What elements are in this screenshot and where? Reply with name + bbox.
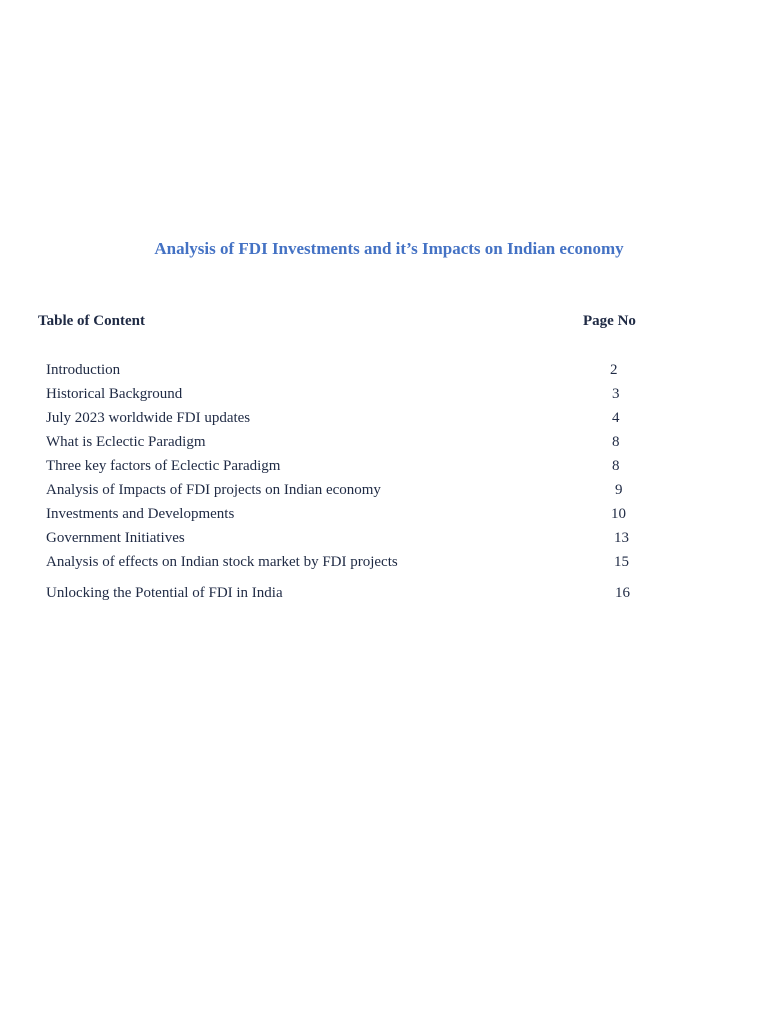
toc-heading: Table of Content bbox=[38, 313, 145, 329]
toc-entry-page: 2 bbox=[610, 362, 618, 378]
toc-entry-label: What is Eclectic Paradigm bbox=[46, 434, 206, 450]
toc-entry-page: 8 bbox=[612, 434, 620, 450]
toc-entry-page: 15 bbox=[614, 554, 629, 570]
toc-entry-label: Analysis of Impacts of FDI projects on Indian economy bbox=[46, 482, 381, 498]
toc-entry-page: 3 bbox=[612, 386, 620, 402]
toc-entry-page: 8 bbox=[612, 458, 620, 474]
toc-entry-stock-market bbox=[0, 554, 768, 574]
toc-entry-unlocking-potential bbox=[0, 585, 768, 605]
toc-entry-label: Government Initiatives bbox=[46, 530, 185, 546]
toc-entry-label: Historical Background bbox=[46, 386, 183, 402]
toc-entry-page: 10 bbox=[611, 506, 626, 522]
toc-entry-impacts-analysis bbox=[0, 482, 768, 502]
toc-entry-page: 16 bbox=[615, 585, 630, 601]
toc-entry-label: July 2023 worldwide FDI updates bbox=[46, 410, 251, 426]
toc-entry-investments bbox=[0, 506, 768, 526]
toc-entry-label: Investments and Developments bbox=[46, 506, 235, 522]
toc-entry-key-factors bbox=[0, 458, 768, 478]
toc-entry-page: 9 bbox=[615, 482, 623, 498]
toc-entry-page: 4 bbox=[612, 410, 620, 426]
toc-entry-fdi-updates bbox=[0, 410, 768, 430]
toc-entry-label: Unlocking the Potential of FDI in India bbox=[46, 585, 283, 601]
toc-entry-government-initiatives bbox=[0, 530, 768, 550]
toc-entry-label: Three key factors of Eclectic Paradigm bbox=[46, 458, 281, 474]
toc-entry-historical-background bbox=[0, 386, 768, 406]
toc-entry-eclectic-paradigm bbox=[0, 434, 768, 454]
toc-entry-page: 13 bbox=[614, 530, 629, 546]
toc-entry-label: Analysis of effects on Indian stock market by FDI projects bbox=[46, 554, 398, 570]
toc-entry-label: Introduction bbox=[46, 362, 121, 378]
document-title: Analysis of FDI Investments and it’s Impacts on Indian economy bbox=[154, 239, 624, 258]
page-number-heading: Page No bbox=[583, 313, 636, 329]
toc-entry-introduction bbox=[0, 362, 768, 382]
